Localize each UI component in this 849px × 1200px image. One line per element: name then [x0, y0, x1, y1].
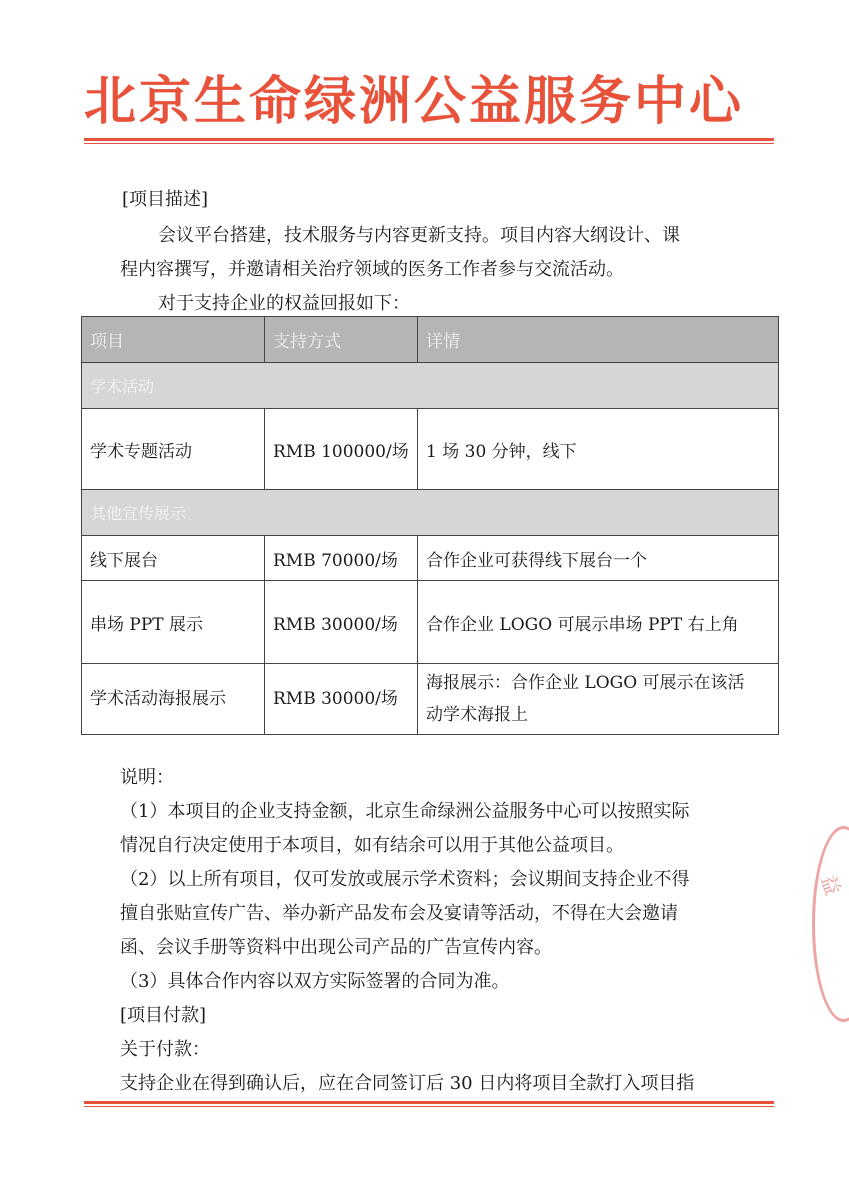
note-line: （3）具体合作内容以双方实际签署的合同为准。 — [120, 971, 510, 992]
row-support: RMB 30000/场 — [265, 581, 418, 664]
column-header-support: 支持方式 — [265, 317, 418, 363]
table-row — [82, 581, 779, 664]
column-header-detail: 详情 — [418, 317, 779, 363]
section-heading-payment: [项目付款] — [120, 1005, 207, 1026]
note-line: 函、会议手册等资料中出现公司产品的广告宣传内容。 — [120, 937, 552, 958]
footer-rule-thick — [84, 1101, 774, 1104]
table-row — [82, 536, 779, 581]
description-line: 对于支持企业的权益回报如下： — [158, 293, 410, 314]
description-line: 会议平台搭建，技术服务与内容更新支持。项目内容大纲设计、课 — [158, 225, 680, 246]
row-detail-line: 海报展示：合作企业 LOGO 可展示在该活 — [426, 673, 745, 693]
row-support: RMB 100000/场 — [265, 409, 418, 490]
header-rule-thin — [84, 143, 774, 144]
letterhead-title: 北京生命绿洲公益服务中心 — [84, 72, 745, 132]
row-support: RMB 30000/场 — [265, 664, 418, 735]
row-support: RMB 70000/场 — [265, 536, 418, 581]
table-header-row — [82, 317, 779, 363]
row-detail: 合作企业可获得线下展台一个 — [418, 536, 779, 581]
section-heading-description: [项目描述] — [122, 189, 209, 210]
header-rule-thick — [84, 138, 774, 141]
column-header-item: 项目 — [82, 317, 265, 363]
seal-text: 益 — [815, 871, 846, 899]
section-row — [82, 363, 779, 409]
note-line: 情况自行决定使用于本项目，如有结余可以用于其他公益项目。 — [120, 835, 624, 856]
payment-subheading: 关于付款： — [120, 1039, 210, 1060]
section-title: 其他宣传展示 — [82, 490, 779, 536]
row-detail — [418, 664, 779, 735]
table-row — [82, 409, 779, 490]
row-detail: 合作企业 LOGO 可展示串场 PPT 右上角 — [418, 581, 779, 664]
row-detail-line: 动学术海报上 — [426, 705, 528, 725]
official-seal-fragment — [812, 826, 849, 1022]
footer-rule-thin — [84, 1106, 774, 1107]
note-line: （2）以上所有项目，仅可发放或展示学术资料；会议期间支持企业不得 — [120, 869, 690, 890]
row-detail: 1 场 30 分钟，线下 — [418, 409, 779, 490]
benefits-table — [81, 316, 779, 735]
table-row — [82, 664, 779, 735]
row-item: 线下展台 — [82, 536, 265, 581]
description-line: 程内容撰写，并邀请相关治疗领域的医务工作者参与交流活动。 — [120, 259, 624, 280]
row-item: 串场 PPT 展示 — [82, 581, 265, 664]
payment-line: 支持企业在得到确认后，应在合同签订后 30 日内将项目全款打入项目指 — [120, 1073, 695, 1094]
note-line: （1）本项目的企业支持金额，北京生命绿洲公益服务中心可以按照实际 — [120, 801, 690, 822]
row-item: 学术活动海报展示 — [82, 664, 265, 735]
section-title: 学术活动 — [82, 363, 779, 409]
notes-heading: 说明： — [120, 767, 174, 788]
row-item: 学术专题活动 — [82, 409, 265, 490]
section-row — [82, 490, 779, 536]
note-line: 擅自张贴宣传广告、举办新产品发布会及宴请等活动，不得在大会邀请 — [120, 903, 678, 924]
